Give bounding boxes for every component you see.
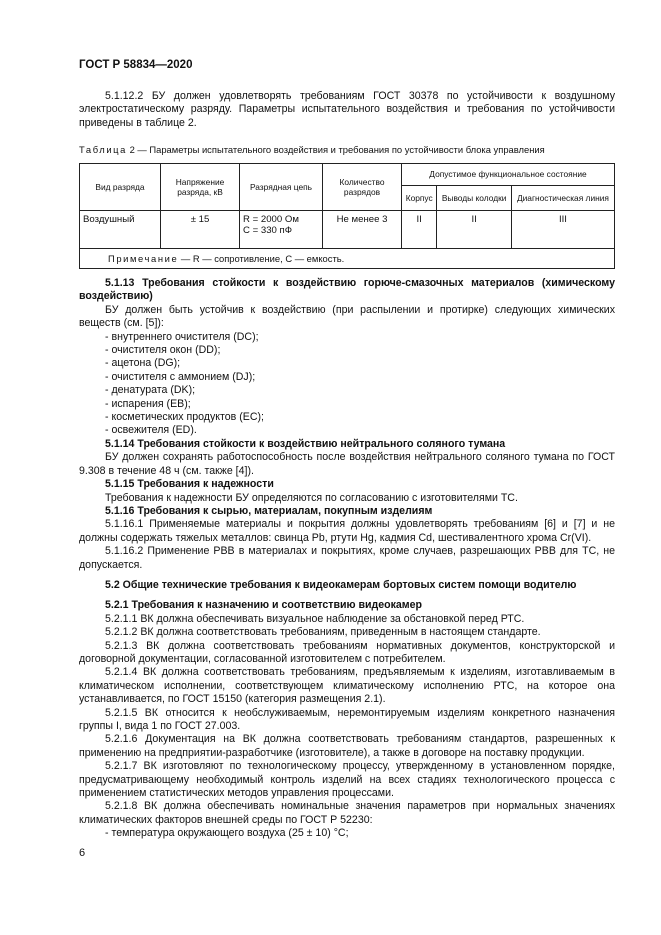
table-caption (79, 144, 545, 155)
page-number: 6 (79, 847, 86, 859)
paragraph-5-2-1-7: 5.2.1.7 ВК изготовляют по технологическому процессу, утвержденному в установленном порядке, предусматривающему необходимый контроль изделий на всех стадиях технологического процесса с применением статистических методов управления процессами. (79, 760, 615, 800)
paragraph-5-1-12-2: 5.1.12.2 БУ должен удовлетворять требованиям ГОСТ 30378 по устойчивости к воздушному электростатическому разряду. Параметры испытательного воздействия и требования по устойчивости приведены в таблице 2. (79, 90, 615, 129)
paragraph-5-1-13: БУ должен быть устойчив к воздействию (при распылении и протирке) следующих химических веществ (см. [5]): (79, 303, 615, 330)
paragraph-5-2-1-1: 5.2.1.1 ВК должна обеспечивать визуальное наблюдение за обстановкой перед РТС. (105, 612, 525, 625)
header-count: Количество разрядов (323, 164, 402, 211)
cell-circuit-c: C = 330 пФ (243, 225, 293, 236)
cell-circuit (240, 211, 323, 249)
cell-count: Не менее 3 (323, 211, 402, 249)
paragraph-5-2-1-2: 5.2.1.2 ВК должна соответствовать требованиям, приведенным в настоящем стандарте. (105, 626, 541, 639)
header-circuit: Разрядная цепь (240, 164, 323, 211)
paragraph-5-2-1-5: 5.2.1.5 ВК относится к необслуживаемым, неремонтируемым изделиям конкретного назначения группы I, вида 1 по ГОСТ 27.003. (79, 706, 615, 732)
heading-5-1-14: 5.1.14 Требования стойкости к воздействию нейтрального соляного тумана (105, 437, 506, 450)
header-state: Допустимое функциональное состояние (402, 164, 615, 186)
list-item: - освежителя (ED). (105, 424, 197, 437)
table-note-text: — R — сопротивление, C — емкость. (178, 253, 345, 264)
header-voltage: Напряжение разряда, кВ (161, 164, 240, 211)
cell-type: Воздушный (80, 211, 161, 249)
table-note-row (80, 249, 615, 269)
paragraph-5-1-16-1: 5.1.16.1 Применяемые материалы и покрытия должны удовлетворять требованиям [6] и [7] и не должны содержать тяжелых металлов: свинца Pb, ртути Hg, кадмия Cd, шестивалентного хрома Cr(VI). (79, 518, 615, 544)
heading-5-1-15: 5.1.15 Требования к надежности (105, 478, 274, 491)
paragraph-5-2-1-4: 5.2.1.4 ВК должна соответствовать требованиям, предъявляемым к изделиям, изготавливаемым в климатическом исполнении, соответствующем климатическому исполнению РТС, на которое она устанавливается, по ГОСТ 15150 (категория размещения 2.1). (79, 666, 615, 706)
paragraph-5-1-14: БУ должен сохранять работоспособность после воздействия нейтрального соляного тумана по ГОСТ 9.308 в течение 48 ч (см. также [4]). (79, 451, 615, 477)
paragraph-5-2-1-3: 5.2.1.3 ВК должна соответствовать требованиям нормативных документов, конструкторской и договорной документации, согласованной изготовителем с потребителем. (79, 639, 615, 665)
cell-diag: III (511, 211, 614, 249)
list-item: - очистителя окон (DD); (105, 344, 221, 357)
table-caption-text: 2 — Параметры испытательного воздействия и требования по устойчивости блока управления (126, 144, 545, 155)
cell-circuit-r: R = 2000 Ом (243, 214, 299, 225)
list-item: - температура окружающего воздуха (25 ± 10) °С; (105, 827, 349, 840)
list-item: - косметических продуктов (EC); (105, 411, 264, 424)
heading-5-2-1: 5.2.1 Требования к назначению и соответствию видеокамер (105, 599, 422, 612)
list-item: - очистителя с аммонием (DJ); (105, 370, 256, 383)
paragraph-5-2-1-6: 5.2.1.6 Документация на ВК должна соответствовать требованиям стандартов, разрешенных к применению на предприятии-разработчике (изготовителе), а также в договоре на поставку продукции. (79, 733, 615, 759)
header-diag: Диагностическая линия (511, 186, 614, 211)
list-item: - ацетона (DG); (105, 357, 181, 370)
table-caption-label: Таблица (79, 144, 127, 155)
heading-5-1-13: 5.1.13 Требования стойкости к воздействию горюче-смазочных материалов (химическому воздействию) (79, 277, 615, 303)
intro-section (79, 90, 615, 130)
table-note (80, 249, 615, 269)
paragraph-5-1-15: Требования к надежности БУ определяются по согласованию с изготовителями ТС. (105, 491, 518, 504)
cell-voltage: ± 15 (161, 211, 240, 249)
main-text (79, 277, 615, 841)
document-header: ГОСТ Р 58834—2020 (79, 59, 193, 71)
parameters-table (79, 163, 615, 269)
list-item: - испарения (EB); (105, 397, 191, 410)
list-item: - денатурата (DK); (105, 384, 196, 397)
table-header-row (80, 164, 615, 186)
heading-5-2: 5.2 Общие технические требования к видеокамерам бортовых систем помощи водителю (105, 578, 577, 591)
header-type: Вид разряда (80, 164, 161, 211)
cell-housing: II (402, 211, 437, 249)
paragraph-5-2-1-8: 5.2.1.8 ВК должна обеспечивать номинальные значения параметров при нормальных значениях климатических факторов внешней среды по ГОСТ Р 52230: (79, 800, 615, 826)
heading-5-1-16: 5.1.16 Требования к сырью, материалам, покупным изделиям (105, 504, 433, 517)
list-item: - внутреннего очистителя (DC); (105, 330, 259, 343)
table-row (80, 211, 615, 249)
cell-pins: II (437, 211, 512, 249)
paragraph-5-1-16-2: 5.1.16.2 Применение РВВ в материалах и покрытиях, кроме случаев, разрешающих РВВ для ТС, не допускается. (79, 545, 615, 571)
header-pins: Выводы колодки (437, 186, 512, 211)
table-note-label: Примечание (108, 253, 179, 264)
header-housing: Корпус (402, 186, 437, 211)
